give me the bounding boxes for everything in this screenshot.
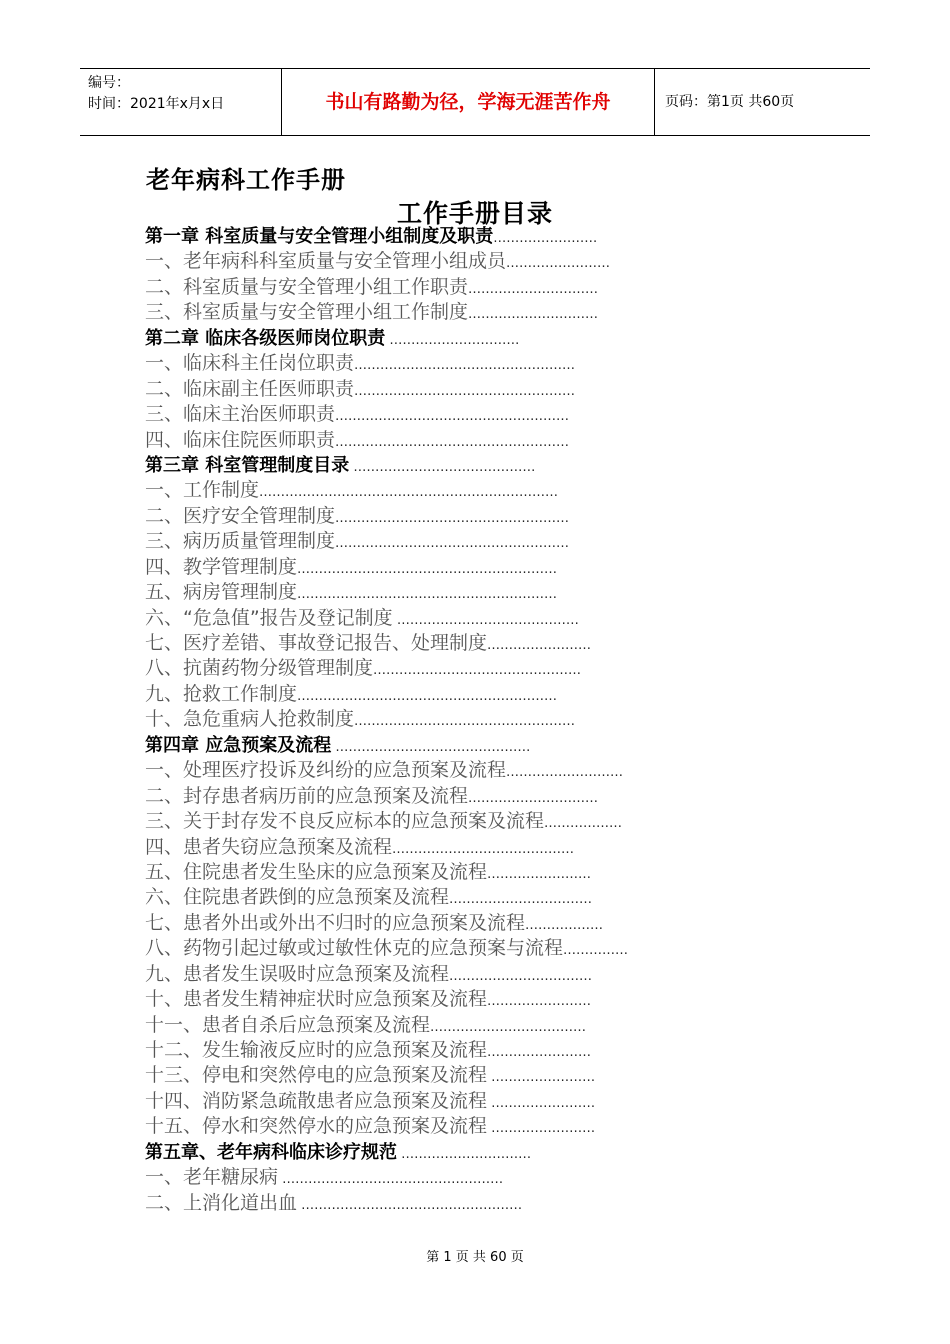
toc-entry	[145, 580, 765, 605]
time-label: 时间：2021年x月x日	[88, 96, 225, 112]
toc-leader-dots: ……………………	[493, 231, 598, 246]
toc-leader-dots: …………………………	[468, 281, 599, 297]
toc-entry	[145, 1063, 765, 1088]
toc-leader-dots: ………………………………………………	[335, 510, 570, 526]
toc-chapter-entry	[145, 733, 765, 758]
toc-leader-dots: ……………………………………………	[354, 358, 576, 374]
toc-leader-dots: ……………………	[487, 1121, 596, 1137]
toc-entry	[145, 300, 765, 325]
toc-entry	[145, 987, 765, 1012]
toc-entry	[145, 1038, 765, 1063]
toc-entry-text: 二、封存患者病历前的应急预案及流程	[145, 784, 469, 807]
toc-entry-text: 十五、停水和突然停水的应急预案及流程	[145, 1115, 488, 1138]
toc-entry-text: 十三、停电和突然停电的应急预案及流程	[145, 1064, 488, 1087]
toc-entry-text: 九、抢救工作制度	[145, 682, 298, 705]
toc-leader-dots: ………………	[544, 816, 623, 832]
toc-entry-text: 四、患者失窃应急预案及流程	[145, 835, 393, 858]
toc-leader-dots: …………………………	[385, 332, 520, 348]
toc-entry	[145, 351, 765, 376]
toc-entry-text: 第四章 应急预案及流程	[145, 734, 332, 756]
toc-entry	[145, 249, 765, 274]
toc-entry-text: 七、医疗差错、事故登记报告、处理制度	[145, 632, 488, 654]
toc-entry-text: 一、临床科主任岗位职责	[145, 352, 355, 375]
toc-entry	[145, 936, 765, 961]
toc-leader-dots: ……………………	[487, 638, 592, 653]
toc-leader-dots: ………………………………………………	[335, 409, 570, 425]
toc-entry	[145, 707, 765, 732]
toc-entry-text: 三、病历质量管理制度	[145, 530, 336, 553]
toc-leader-dots: ………………………………………………	[335, 434, 570, 450]
toc-entry-text: 九、患者发生误吸时应急预案及流程	[145, 962, 450, 985]
toc-chapter-entry	[145, 326, 765, 351]
toc-leader-dots: ………………………	[506, 765, 624, 781]
toc-entry-text: 第一章 科室质量与安全管理小组制度及职责	[145, 226, 494, 247]
toc-entry-text: 一、工作制度	[145, 479, 260, 502]
toc-chapter-entry	[145, 1140, 765, 1165]
toc-entry	[145, 478, 765, 503]
toc-leader-dots: …………………………	[468, 307, 599, 323]
toc-entry	[145, 911, 765, 936]
toc-entry-text: 十、患者发生精神症状时应急预案及流程	[145, 988, 488, 1011]
toc-entry	[145, 1191, 765, 1216]
toc-entry	[145, 860, 765, 885]
toc-leader-dots: ……………………	[487, 1070, 596, 1086]
toc-entry	[145, 962, 765, 987]
toc-leader-dots: ……………………………………………	[297, 1197, 523, 1213]
toc-entry	[145, 1114, 765, 1139]
toc-leader-dots: ……………	[563, 943, 629, 959]
toc-entry-text: 八、抗菌药物分级管理制度	[145, 657, 374, 680]
toc-entry	[145, 758, 765, 783]
toc-entry-text: 七、患者外出或外出不归时的应急预案及流程	[145, 911, 526, 934]
toc-entry-text: 一、老年病科科室质量与安全管理小组成员	[145, 250, 507, 273]
toc-leader-dots: ……………………………………………………	[297, 587, 558, 603]
toc-leader-dots: ……………………………………	[392, 841, 575, 857]
toc-entry	[145, 529, 765, 554]
toc-entry-text: 六、住院患者跌倒的应急预案及流程	[145, 886, 450, 909]
toc-entry	[145, 504, 765, 529]
toc-entry-text: 二、医疗安全管理制度	[145, 504, 336, 527]
toc-leader-dots: ……………………	[487, 866, 592, 882]
toc-entry-text: 八、药物引起过敏或过敏性休克的应急预案与流程	[145, 937, 564, 960]
toc-entry-text: 二、上消化道出血	[145, 1191, 298, 1214]
toc-entry-text: 第二章 临床各级医师岗位职责	[145, 327, 386, 349]
toc-leader-dots: ……………………………………………	[354, 714, 576, 730]
toc-entry	[145, 275, 765, 300]
toc-entry-text: 第五章、老年病科临床诊疗规范	[145, 1141, 397, 1163]
toc-leader-dots: ……………………………………………………………	[259, 485, 559, 501]
toc-entry-text: 十一、患者自杀后应急预案及流程	[145, 1013, 431, 1036]
toc-entry-text: 四、教学管理制度	[145, 555, 298, 578]
toc-entry	[145, 885, 765, 910]
toc-entry-text: 四、临床住院医师职责	[145, 428, 336, 451]
toc-leader-dots: ……………………………………………	[278, 1172, 504, 1188]
toc-leader-dots: ……………………………	[449, 968, 593, 984]
toc-entry-text: 三、关于封存发不良反应标本的应急预案及流程	[145, 810, 545, 833]
page-footer: 第 1 页 共 60 页	[426, 1250, 524, 1265]
toc-leader-dots: ……………………………………………	[354, 383, 576, 399]
toc-chapter-entry	[145, 224, 765, 249]
toc-leader-dots: …………………………………………	[373, 663, 582, 679]
toc-entry	[145, 809, 765, 834]
toc-leader-dots: ……………………	[487, 1095, 596, 1111]
toc-entry-text: 一、老年糖尿病	[145, 1166, 279, 1189]
toc-leader-dots: …………………………	[397, 1146, 532, 1162]
toc-leader-dots: ……………………………	[449, 892, 593, 908]
toc-entry	[145, 428, 765, 453]
toc-entry	[145, 555, 765, 580]
toc-entry-text: 三、科室质量与安全管理小组工作制度	[145, 301, 469, 324]
toc-entry	[145, 682, 765, 707]
toc-leader-dots: ……………………………………	[392, 612, 579, 628]
toc-entry-text: 十四、消防紧急疏散患者应急预案及流程	[145, 1089, 488, 1112]
toc-leader-dots: ……………………	[506, 256, 611, 272]
toc-leader-dots: ……………………………………………………	[297, 561, 558, 577]
toc-entry-text: 六、“危急值”报告及登记制度	[145, 606, 393, 629]
toc-leader-dots: ………………………………………	[331, 739, 531, 755]
toc-entry	[145, 1089, 765, 1114]
header-table	[80, 68, 870, 136]
toc-entry	[145, 1165, 765, 1190]
toc-leader-dots: ……………………………………………………	[297, 688, 558, 704]
table-of-contents	[145, 224, 765, 1216]
toc-entry-text: 二、科室质量与安全管理小组工作职责	[145, 275, 469, 298]
toc-entry-text: 五、住院患者发生坠床的应急预案及流程	[145, 860, 488, 883]
toc-leader-dots: ………………	[525, 917, 604, 933]
number-label: 编号：	[88, 75, 130, 91]
toc-entry-text: 二、临床副主任医师职责	[145, 377, 355, 400]
toc-entry-text: 三、临床主治医师职责	[145, 403, 336, 426]
toc-entry	[145, 631, 765, 656]
toc-leader-dots: ………………………………………………	[335, 536, 570, 552]
header-meta	[80, 69, 282, 135]
toc-entry	[145, 402, 765, 427]
toc-entry-text: 一、处理医疗投诉及纠纷的应急预案及流程	[145, 759, 507, 782]
toc-entry-text: 五、病房管理制度	[145, 581, 298, 604]
header-motto: 书山有路勤为径，学海无涯苦作舟	[282, 69, 655, 135]
toc-entry	[145, 606, 765, 631]
toc-entry-text: 十二、发生输液反应时的应急预案及流程	[145, 1039, 488, 1061]
toc-entry	[145, 784, 765, 809]
document-title: 老年病科工作手册	[146, 166, 346, 194]
toc-entry	[145, 377, 765, 402]
toc-chapter-entry	[145, 453, 765, 478]
toc-entry	[145, 656, 765, 681]
toc-entry	[145, 1013, 765, 1038]
toc-leader-dots: ………………………………	[430, 1019, 587, 1035]
toc-entry-text: 十、急危重病人抢救制度	[145, 708, 355, 731]
toc-entry	[145, 835, 765, 860]
toc-leader-dots: ……………………	[487, 1045, 592, 1060]
toc-title: 工作手册目录	[396, 199, 553, 228]
toc-leader-dots: ……………………………………	[349, 459, 536, 475]
toc-leader-dots: …………………………	[468, 790, 599, 806]
toc-leader-dots: ……………………	[487, 994, 592, 1010]
toc-entry-text: 第三章 科室管理制度目录	[145, 454, 350, 476]
header-page-info: 页码：第1页 共60页	[665, 94, 795, 110]
